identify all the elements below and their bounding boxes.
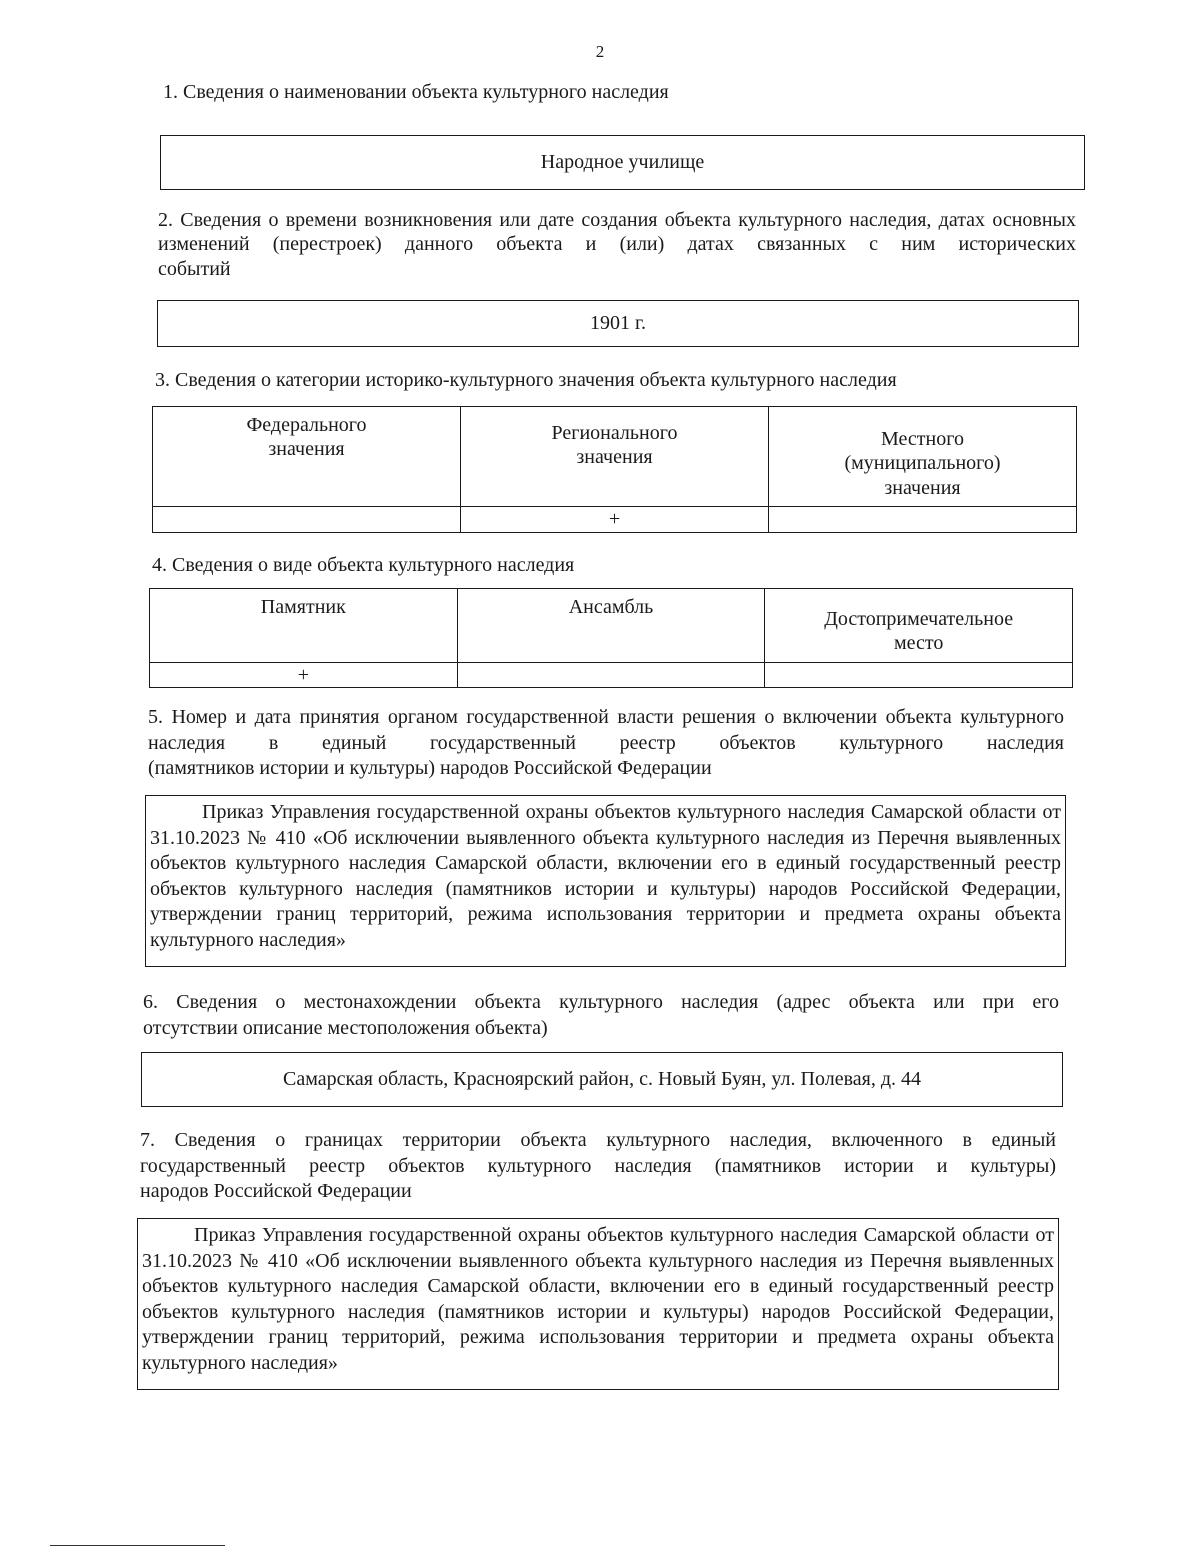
section2-heading [158, 208, 1076, 281]
type-col-landmark: Достопримечательное место [765, 589, 1073, 663]
type-table [149, 588, 1073, 688]
type-value-landmark [765, 662, 1073, 687]
category-col-federal: Федерального значения [153, 407, 461, 507]
category-value-federal [153, 507, 461, 532]
type-value-ensemble [457, 662, 765, 687]
section6-heading-line: 6. Сведения о местонахождении объекта культурного наследия (адрес объекта или при его [143, 991, 1059, 1013]
section3-heading: 3. Сведения о категории историко-культурного значения объекта культурного наследия [155, 369, 897, 391]
page-number: 2 [595, 42, 605, 61]
section2-heading-line: основных изменений (перестроек) данного объекта и (или) датах связанных с ним исторических [158, 209, 1076, 256]
section1-heading: 1. Сведения о наименовании объекта культурного наследия [163, 81, 669, 103]
section4-heading: 4. Сведения о виде объекта культурного наследия [152, 554, 575, 576]
section7-heading-line: 7. Сведения о границах территории объекта культурного наследия, включенного в единый [140, 1129, 1056, 1151]
category-value-regional: + [461, 507, 769, 532]
type-value-monument: + [150, 662, 458, 687]
registry-order-text: Приказ Управления государственной охраны объектов культурного наследия Самарской области от 31.10.2023 № 410 «Об исключении выявленного объекта культурного наследия из Перечня выявленных объектов культурного наследия Самарской области, включении его в единый государственный реестр объектов культурного наследия (памятников истории и культуры) народов Российской Федерации, утверждении границ территорий, режима использования территории и предмета охраны объекта культурного наследия» [150, 801, 1061, 951]
section1-value-box [160, 135, 1085, 190]
section2-value-box [157, 300, 1079, 347]
category-value-local [769, 507, 1077, 532]
section7-value-box [137, 1218, 1059, 1390]
section7-heading [140, 1128, 1056, 1205]
section6-value-box [141, 1052, 1063, 1107]
territory-order-text: Приказ Управления государственной охраны объектов культурного наследия Самарской области от 31.10.2023 № 410 «Об исключении выявленного объекта культурного наследия из Перечня выявленных объектов культурного наследия Самарской области, включении его в единый государственный реестр объектов культурного наследия (памятников истории и культуры) народов Российской Федерации, утверждении границ территорий, режима использования территории и предмета охраны объекта культурного наследия» [142, 1224, 1054, 1374]
category-col-local: Местного (муниципального) значения [769, 407, 1077, 507]
section6-heading-line: отсутствии описание местоположения объекта) [143, 1016, 548, 1039]
creation-date: 1901 г. [590, 312, 646, 335]
type-col-ensemble: Ансамбль [457, 589, 765, 663]
section5-heading-line: культурного наследия в единый государственный реестр объектов культурного наследия [148, 706, 1065, 754]
section5-heading [148, 705, 1064, 782]
section2-heading-line: 2. Сведения о времени возникновения или дате создания объекта культурного наследия, датах [158, 209, 986, 231]
section6-heading [143, 990, 1059, 1041]
category-table [152, 406, 1077, 533]
object-address: Самарская область, Красноярский район, с. Новый Буян, ул. Полевая, д. 44 [282, 1068, 922, 1091]
section7-heading-line: народов Российской Федерации [140, 1180, 412, 1203]
section5-heading-line: (памятников истории и культуры) народов Российской Федерации [148, 757, 712, 780]
category-col-regional: Регионального значения [461, 407, 769, 507]
footnote-rule [50, 1545, 225, 1546]
section5-heading-line: 5. Номер и дата принятия органом государственной власти решения о включении объекта [148, 706, 952, 728]
section7-heading-line: государственный реестр объектов культурного наследия (памятников истории и культуры) [140, 1154, 1056, 1177]
type-col-monument: Памятник [150, 589, 458, 663]
section5-value-box [145, 795, 1066, 967]
section2-heading-line: событий [158, 257, 231, 280]
object-name: Народное училище [540, 151, 705, 174]
